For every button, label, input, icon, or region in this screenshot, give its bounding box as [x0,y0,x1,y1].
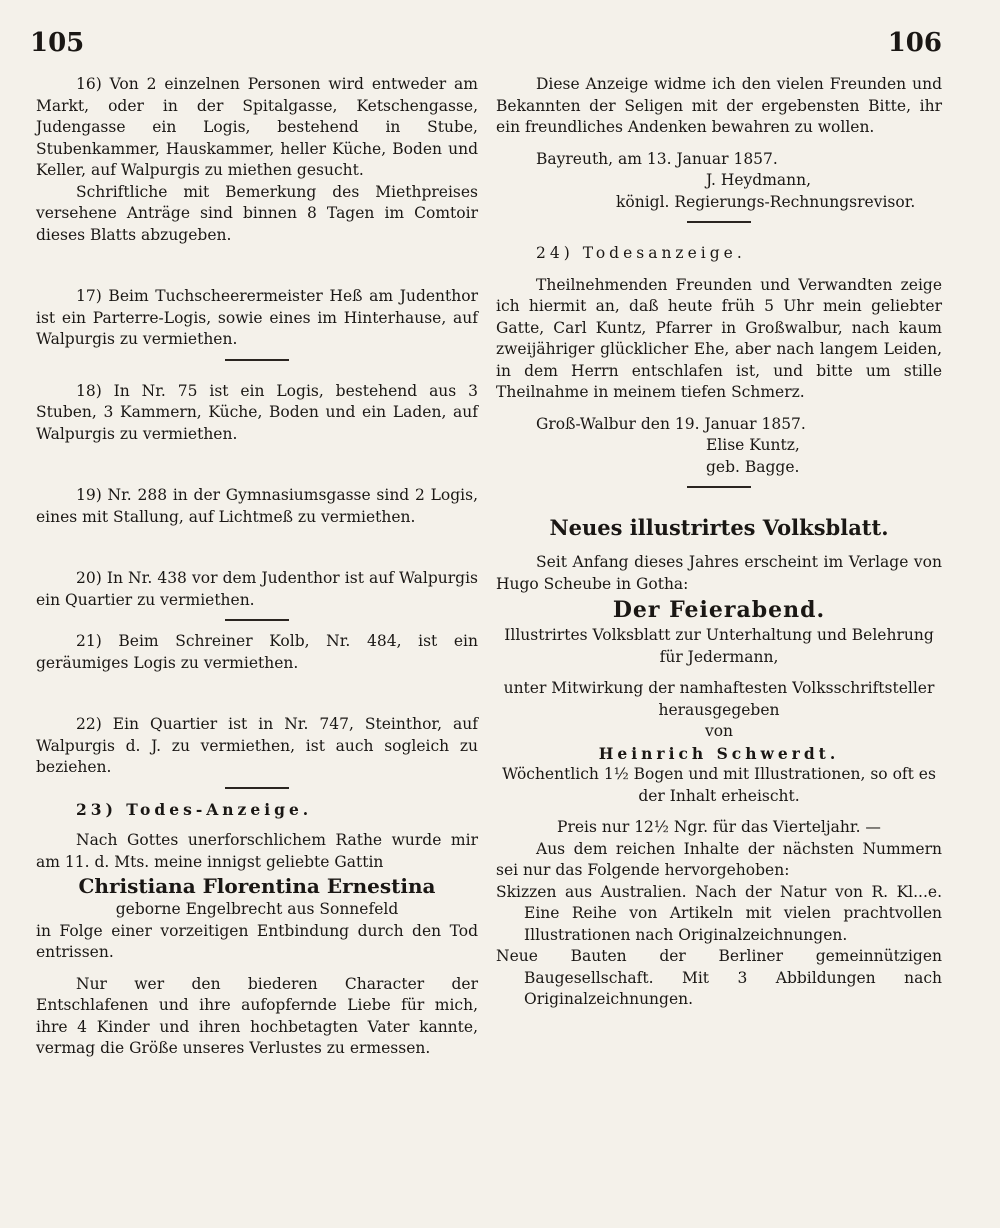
ad-24-text: Theilnehmenden Freunden und Verwandten zeige ich hiermit an, daß heute früh 5 Uhr mein geliebter Gatte, Carl Kuntz, Pfarrer in Großwalbur, nach kaum zweijähriger glücklicher Ehe, aber nach langem Leiden, in dem Herrn entschlafen ist, und bitte um stille Theilnahme in meinem tiefen Schmerz. [496,275,942,401]
ad-24-signature-name: Elise Kuntz, [706,436,800,454]
separator-rule [225,787,289,789]
ad-16-note: Schriftliche mit Bemerkung des Miethpreises versehene Anträge sind binnen 8 Tagen im Comtoir dieses Blatts abzugeben. [36,182,478,244]
ad-19: 19) Nr. 288 in der Gymnasiumsgasse sind 2 Logis, eines mit Stallung, auf Lichtmeß zu vermiethen. [36,486,478,526]
ad-25-intro: Seit Anfang dieses Jahres erscheint im Verlage von Hugo Scheube in Gotha: [496,553,942,593]
ad-23-signature-title: königl. Regierungs-Rechnungsrevisor. [616,192,916,211]
deceased-birth-name: geborne Engelbrecht aus Sonnefeld [115,900,399,918]
ad-23-text: Nach Gottes unerforschlichem Rathe wurde mir am 11. d. Mts. meine innigst geliebte Gattin [36,831,478,871]
separator-rule [687,486,751,488]
magazine-by: von [704,722,734,740]
ad-18: 18) In Nr. 75 ist ein Logis, bestehend aus 3 Stuben, 3 Kammern, Küche, Boden und ein Laden, auf Walpurgis zu vermiethen. [36,381,478,443]
ad-20: 20) In Nr. 438 vor dem Judenthor ist auf Walpurgis ein Quartier zu vermiethen. [36,569,478,609]
ad-25-headline: Neues illustrirtes Volksblatt. [549,515,889,540]
magazine-contributors: unter Mitwirkung der namhaftesten Volksschriftsteller herausgegeben [503,679,935,719]
right-column [496,74,942,1011]
page-number-left: 105 [30,28,85,58]
ad-17: 17) Beim Tuchscheerermeister Heß am Judenthor ist ein Parterre-Logis, sowie eines im Hinterhause, auf Walpurgis zu vermiethen. [36,287,478,348]
ad-24-signature-maiden: geb. Bagge. [706,457,800,476]
ad-24-place-date: Groß-Walbur den 19. Januar 1857. [536,414,806,433]
ad-21: 21) Beim Schreiner Kolb, Nr. 484, ist ein geräumiges Logis zu vermiethen. [36,632,478,672]
separator-rule [225,359,289,361]
ad-23-signature-name: J. Heydmann, [706,171,812,189]
ad-23-heading: 23) Todes-Anzeige. [76,799,313,819]
ad-22: 22) Ein Quartier ist in Nr. 747, Steinthor, auf Walpurgis d. J. zu vermiethen, ist auch sogleich zu beziehen. [36,715,478,776]
separator-rule [687,221,751,223]
ad-23-text-2: in Folge einer vorzeitigen Entbindung durch den Tod entrissen. [36,921,478,961]
magazine-editor: Heinrich Schwerdt. [598,743,840,763]
page-number-right: 106 [887,28,942,58]
ad-24-heading: 24) Todesanzeige. [536,244,746,262]
magazine-title: Der Feierabend. [612,597,826,623]
ad-23-text-3: Nur wer den biederen Character der Entschlafenen und ihre aufopfernde Liebe für mich, ihre 4 Kinder und ihren hochbetagten Vater kannte, vermag die Größe unseres Verlustes zu ermessen. [36,974,478,1057]
magazine-frequency: Wöchentlich 1½ Bogen und mit Illustrationen, so oft es der Inhalt erheischt. [502,765,936,805]
deceased-name: Christiana Florentina Ernestina [78,874,436,898]
ad-23-dedication: Diese Anzeige widme ich den vielen Freunden und Bekannten der Seligen mit der ergebensten Bitte, ihr ein freundliches Andenken bewahren zu wollen. [496,75,942,136]
ad-16: 16) Von 2 einzelnen Personen wird entweder am Markt, oder in der Spitalgasse, Ketschengasse, Judengasse ein Logis, bestehend in Stube, Stubenkammer, Hauskammer, heller Küche, Boden und Keller, auf Walpurgis zu miethen gesucht. [36,75,478,179]
contents-item: Neue Bauten der Berliner gemeinnützigen Baugesellschaft. Mit 3 Abbildungen nach Originalzeichnungen. [496,947,942,1008]
contents-item: Skizzen aus Australien. Nach der Natur von R. Kl...e. Eine Reihe von Artikeln mit vielen prachtvollen Illustrationen nach Originalzeichnungen. [496,882,942,944]
left-column [36,74,478,1060]
magazine-price: Preis nur 12½ Ngr. für das Vierteljahr. — [557,818,881,836]
separator-rule [225,619,289,621]
ad-25-contents-intro: Aus dem reichen Inhalte der nächsten Nummern sei nur das Folgende hervorgehoben: [496,839,942,879]
ad-23-place-date: Bayreuth, am 13. Januar 1857. [536,149,778,168]
magazine-subtitle: Illustrirtes Volksblatt zur Unterhaltung und Belehrung für Jedermann, [504,626,934,666]
